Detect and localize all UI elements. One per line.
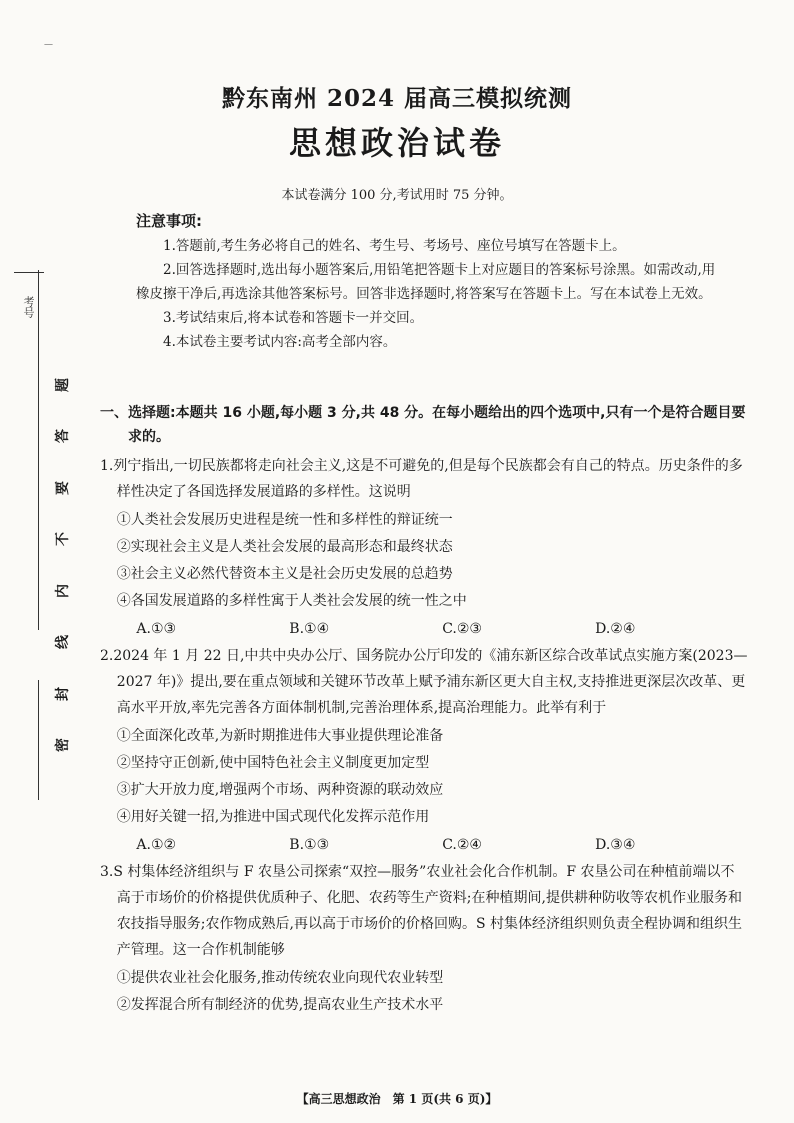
page-footer: 【高三思想政治 第 1 页(共 6 页)】 [296,1092,498,1106]
notice-heading: 注意事项: [136,212,202,230]
statement: ②实现社会主义是人类社会发展的最高形态和最终状态 [116,539,453,555]
choice-d: D.③④ [595,837,636,853]
choice-a: A.①② [136,837,177,853]
statement: ②坚持守正创新,使中国特色社会主义制度更加定型 [116,755,430,771]
statement: ①提供农业社会化服务,推动传统农业向现代农业转型 [116,970,444,986]
binding-label: 考号 [22,296,35,318]
answer-choices [100,615,748,643]
statement: ①全面深化改革,为新时期推进伟大事业提供理论准备 [116,728,444,744]
choice-b: B.①③ [289,837,330,853]
section-heading: 一、选择题:本题共 16 小题,每小题 3 分,共 48 分。在每小题给出的四个选项中,只有一个是符合题目要求的。 [100,405,746,445]
notice-list [136,234,716,354]
choice-b: B.①④ [289,621,330,637]
statement: ①人类社会发展历史进程是统一性和多样性的辩证统一 [116,512,453,528]
seal-char: 不 [55,532,71,547]
binding-tick [14,272,44,273]
choice-c: C.②③ [442,621,482,637]
statement: ③社会主义必然代替资本主义是社会历史发展的总趋势 [116,566,453,582]
notice-item: 1.答题前,考生务必将自己的姓名、考生号、考场号、座位号填写在答题卡上。 [163,238,626,254]
seal-char: 要 [55,480,71,495]
seal-char: 内 [55,583,71,598]
seal-char: 线 [55,635,71,650]
notice-item: 4.本试卷主要考试内容:高考全部内容。 [163,334,397,350]
binding-line [38,270,39,630]
question-stem: 2.2024 年 1 月 22 日,中共中央办公厅、国务院办公厅印发的《浦东新区综合改革试点实施方案(2023—2027 年)》提出,要在重点领域和关键环节改革上赋予浦东新区更大自主权,支持推进更深层次改革、更高水平开放,率先完善各方面体制机制,完善治理体系,提高治理能力。此举有利于 [100,648,748,716]
notice-item: 2.回答选择题时,选出每小题答案后,用铅笔把答题卡上对应题目的答案标号涂黑。如需改动,用橡皮擦干净后,再选涂其他答案标号。回答非选择题时,将答案写在答题卡上。写在本试卷上无效。 [136,262,716,302]
exam-title-line2: 思想政治试卷 [288,124,505,162]
corner-mark: — [44,40,53,50]
notice-item: 3.考试结束后,将本试卷和答题卡一并交回。 [163,310,424,326]
choice-d: D.②④ [595,621,636,637]
seal-char: 题 [55,378,71,392]
seal-line-text [52,375,72,755]
seal-char: 密 [55,737,71,752]
statement: ②发挥混合所有制经济的优势,提高农业生产技术水平 [116,997,444,1013]
question-stem: 3.S 村集体经济组织与 F 农垦公司探索“双控—服务”农业社会化合作机制。F 农垦公司在种植前端以不高于市场价的价格提供优质种子、化肥、农药等生产资料;在种植期间,提供耕种防收等农机作业服务和农技指导服务;农作物成熟后,再以高于市场价的价格回购。S 村集体经济组织则负责全程协调和组织生产管理。这一合作机制能够 [100,864,743,958]
question-stem: 1.列宁指出,一切民族都将走向社会主义,这是不可避免的,但是每个民族都会有自己的特点。历史条件的多样性决定了各国选择发展道路的多样性。这说明 [100,458,743,500]
statement: ④各国发展道路的多样性寓于人类社会发展的统一性之中 [116,593,467,609]
binding-line-lower [38,680,39,800]
questions-area [100,401,748,1019]
exam-title-line1: 黔东南州 2024 届高三模拟统测 [221,85,573,112]
seal-char: 答 [55,429,71,444]
exam-subtitle: 本试卷满分 100 分,考试用时 75 分钟。 [281,188,513,203]
choice-c: C.②④ [442,837,482,853]
statement: ③扩大开放力度,增强两个市场、两种资源的联动效应 [116,782,444,798]
statement: ④用好关键一招,为推进中国式现代化发挥示范作用 [116,809,430,825]
choice-a: A.①③ [136,621,177,637]
answer-choices [100,831,748,859]
seal-char: 封 [55,686,71,701]
